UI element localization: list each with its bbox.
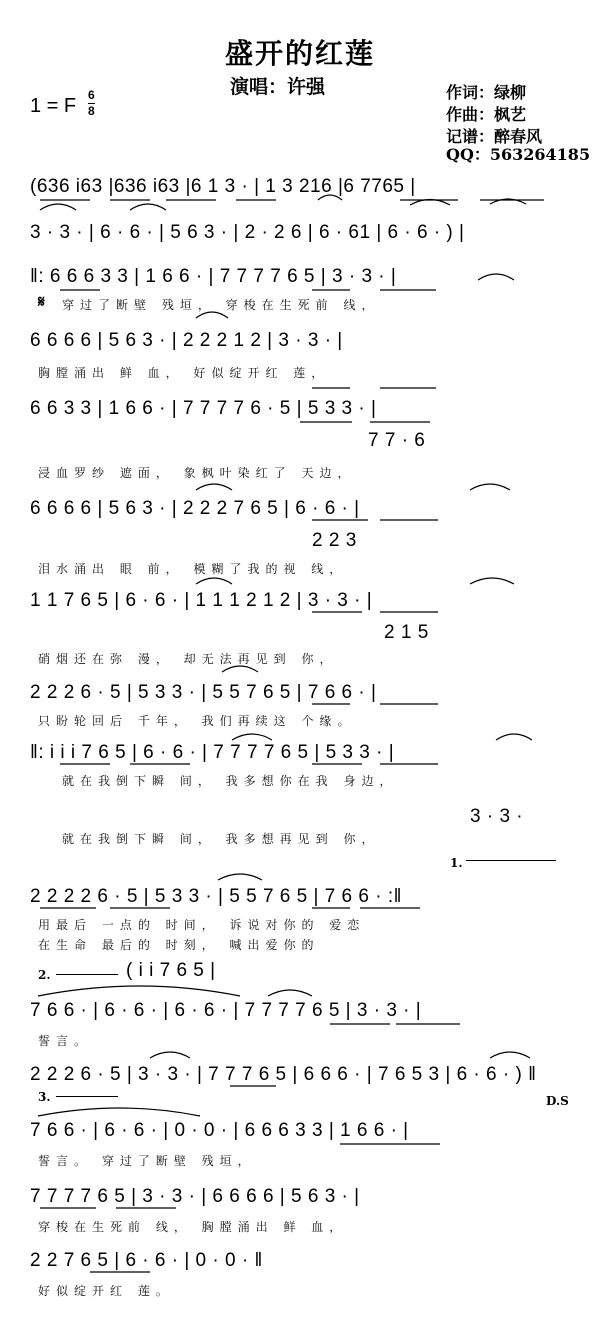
slur — [218, 874, 262, 880]
slur — [150, 1052, 190, 1058]
lyrics-row-15: 誓言。 穿过了断壁 残垣， — [38, 1154, 256, 1168]
slur — [410, 200, 450, 206]
score-row-17: 2 2 7 6 5 | 6 · 6 · | 0 · 0 · ‖ — [30, 1250, 263, 1271]
lyrics-row-16: 穿梭在生死前 线， 胸膛涌出 鲜 血， — [38, 1220, 348, 1234]
slur — [38, 986, 240, 996]
time-signature — [88, 88, 95, 119]
slur — [196, 578, 232, 584]
slur — [40, 204, 76, 210]
lyrics-row-10: 就在我倒下瞬 间， 我多想再见到 你， — [62, 832, 380, 846]
slur — [478, 274, 514, 280]
segno-sign: 𝄋 — [38, 292, 45, 311]
singer-credit: 演唱：许强 — [230, 76, 326, 98]
slur — [470, 484, 510, 490]
volta-3-bracket — [56, 1096, 118, 1097]
lyrics-row-3: 穿过了断壁 残垣， 穿梭在生死前 线， — [62, 298, 380, 312]
song-title: 盛开的红莲 — [224, 37, 375, 70]
lyrics-row-13: 誓言。 — [38, 1034, 93, 1048]
score-row-8: 2 2 2 6 · 5 | 5 3 3 · | 5 5 7 6 5 | 7 6 6 · | — [30, 682, 377, 703]
slur — [470, 578, 514, 584]
lyrics-row-11b: 在生命 最后的 时刻， 喊出爱你的 — [38, 938, 320, 952]
slur — [490, 199, 526, 204]
slur — [38, 1108, 200, 1116]
slur — [232, 734, 272, 740]
qq-contact: QQ：563264185 — [446, 145, 591, 164]
meter-top: 6 — [88, 88, 95, 102]
alt-notes-row-6: 2 2 3 — [312, 530, 357, 551]
pickup-row-12: ( i i 7 6 5 | — [126, 960, 216, 981]
lyrics-row-8: 只盼轮回后 千年， 我们再续这 个缘。 — [38, 714, 356, 728]
score-row-15: 7 6 6 · | 6 · 6 · | 0 · 0 · | 6 6 6 3 3 | 1 6 6 · | — [30, 1120, 409, 1141]
score-row-16: 7 7 7 7 6 5 | 3 · 3 · | 6 6 6 6 | 5 6 3 · | — [30, 1186, 360, 1207]
lyrics-row-9: 就在我倒下瞬 间， 我多想你在我 身边， — [62, 774, 398, 788]
slur — [196, 484, 232, 490]
slur — [268, 990, 312, 996]
slur — [496, 734, 532, 740]
slur — [130, 204, 166, 210]
volta-3-label: 3. — [38, 1090, 51, 1104]
score-row-11: 2 2 2 2 6 · 5 | 5 3 3 · | 5 5 7 6 5 | 7 6 6 · :‖ — [30, 886, 402, 907]
volta-2-label: 2. — [38, 968, 51, 982]
lyrics-row-6: 泪水涌出 眼 前， 模糊了我的视 线， — [38, 562, 348, 576]
lyrics-row-17: 好似绽开红 莲。 — [38, 1284, 174, 1298]
score-row-14: 2 2 2 6 · 5 | 3 · 3 · | 7 7 7 6 5 | 6 6 6 · | 7 6 5 3 | 6 · 6 · ) ‖ — [30, 1064, 537, 1085]
volta-1-label: 1. — [450, 856, 463, 870]
volta-2-bracket — [56, 974, 118, 975]
transcriber-credit: 记谱：醉春风 — [446, 127, 543, 146]
lyricist-credit: 作词：绿柳 — [446, 83, 527, 102]
score-row-6: 6 6 6 6 | 5 6 3 · | 2 2 2 7 6 5 | 6 · 6 · | — [30, 498, 360, 519]
score-row-13: 7 6 6 · | 6 · 6 · | 6 · 6 · | 7 7 7 7 6 5 | 3 · 3 · | — [30, 1000, 422, 1021]
score-row-7: 1 1 7 6 5 | 6 · 6 · | 1 1 1 2 1 2 | 3 · 3 · | — [30, 590, 373, 611]
alt-notes-row-5: 7 7 · 6 — [368, 430, 426, 451]
score-row-2: 3 · 3 · | 6 · 6 · | 5 6 3 · | 2 · 2 6 | 6 · 61 | 6 · 6 · ) | — [30, 222, 465, 243]
dal-segno-mark: D.S — [546, 1094, 569, 1108]
score-row-5: 6 6 3 3 | 1 6 6 · | 7 7 7 7 6 · 5 | 5 3 3 · | — [30, 398, 377, 419]
score-row-9: ‖: i i i 7 6 5 | 6 · 6 · | 7 7 7 7 6 5 | 5 3 3 · | — [30, 742, 395, 763]
key-signature: 1 = F — [30, 95, 77, 117]
score-row-4: 6 6 6 6 | 5 6 3 · | 2 2 2 1 2 | 3 · 3 · | — [30, 330, 343, 351]
composer-credit: 作曲：枫艺 — [446, 105, 527, 124]
score-row-1: (636 i63 |636 i63 |6 1 3 · | 1 3 216 |6 7765 | — [30, 176, 416, 197]
lyrics-row-4: 胸膛涌出 鲜 血， 好似绽开红 莲， — [38, 366, 330, 380]
lyrics-row-11a: 用最后 一点的 时间， 诉说对你的 爱恋 — [38, 918, 366, 932]
score-row-3: ‖: 6 6 6 3 3 | 1 6 6 · | 7 7 7 7 6 5 | 3 · 3 · | — [30, 266, 397, 287]
lyrics-row-5: 浸血罗纱 遮面， 象枫叶染红了 天边， — [38, 466, 356, 480]
meter-bottom: 8 — [88, 104, 95, 118]
alt-notes-row-7: 2 1 5 — [384, 622, 429, 643]
slur — [490, 1052, 530, 1058]
lyrics-row-7: 硝烟还在弥 漫， 却无法再见到 你， — [38, 652, 338, 666]
alt-notes-row-10: 3 · 3 · — [470, 806, 524, 827]
volta-1-bracket — [466, 860, 556, 861]
